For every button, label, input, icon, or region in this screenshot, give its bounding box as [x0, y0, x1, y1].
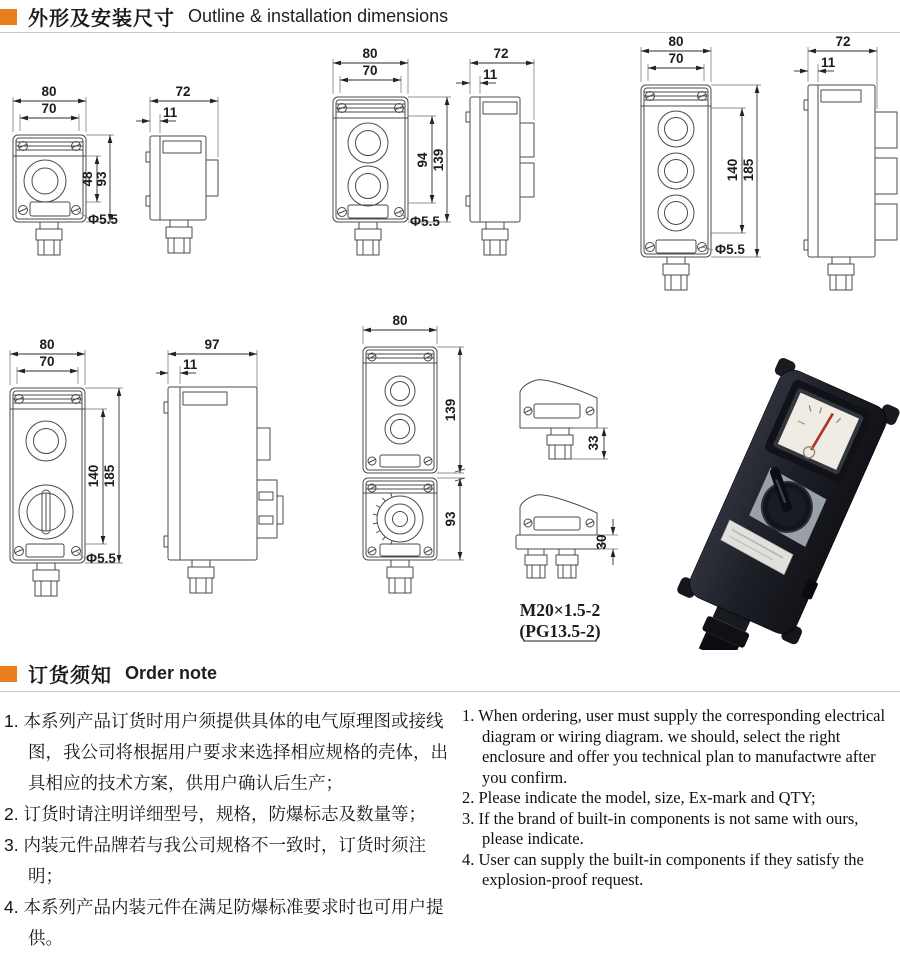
dim-label: 140: [86, 464, 101, 488]
gland-spec-label: [519, 600, 600, 641]
button-hole: [348, 123, 388, 163]
divider: [0, 691, 900, 692]
upper-enclosure: [363, 347, 437, 473]
dim-label: 70: [39, 354, 55, 369]
cable-gland: [36, 222, 62, 255]
dim-label: Φ5.5: [410, 214, 440, 229]
order-notes-en: [450, 706, 896, 954]
drawing-single-button-front: [13, 84, 118, 255]
drawing-button-switch-front: [10, 337, 123, 596]
section-bullet-icon: [0, 666, 17, 682]
drawing-gland-double: [516, 495, 618, 578]
cable-gland: [547, 428, 573, 459]
order-note-zh-2: 2. 订货时请注明详细型号，规格，防爆标志及数量等；: [4, 804, 426, 824]
section-title-zh: 外形及安装尺寸: [28, 8, 175, 30]
divider: [0, 32, 900, 33]
cable-gland: [556, 549, 578, 578]
button-hole: [385, 414, 415, 444]
dim-label: Φ5.5: [88, 212, 118, 227]
section-header-order-note: [0, 659, 217, 688]
cable-gland: [525, 549, 547, 578]
dim-label: 11: [483, 67, 498, 82]
dim-label: 11: [821, 55, 836, 70]
section-header-outline: [0, 2, 448, 31]
drawing-gland-single: [520, 380, 608, 459]
dim-label: 72: [493, 46, 509, 61]
dim-label: 30: [594, 534, 609, 550]
selector-switch: [19, 485, 73, 539]
drawing-double-button-side: [456, 46, 534, 255]
enclosure-body: [804, 85, 897, 257]
button-hole: [385, 376, 415, 406]
order-note-en-1: 1. When ordering, user must supply the corresponding electrical diagram or wiring diagram. we should, select the right enclosure and offer you technical plan to manufactwre after you confirm.: [462, 706, 886, 787]
order-notes: [0, 706, 900, 954]
cable-gland: [663, 257, 689, 290]
order-notes-zh: [0, 706, 450, 954]
dim-label: 94: [415, 152, 430, 168]
section-title-en: Order note: [125, 663, 218, 683]
cable-gland: [33, 563, 59, 596]
dim-label: 48: [80, 171, 95, 187]
dim-label: 80: [668, 34, 684, 49]
dim-label: 139: [443, 398, 458, 422]
enclosure-body: [641, 85, 711, 257]
enclosure-body: [146, 136, 218, 220]
enclosure-body: [333, 97, 408, 222]
enclosure-body: [164, 387, 283, 560]
order-note-en-2: 2. Please indicate the model, size, Ex-mark and QTY;: [462, 788, 816, 807]
button-hole: [658, 111, 694, 147]
order-note-zh-1: 1. 本系列产品订货时用户须提供具体的电气原理图或接线图，我公司将根据用户要求来选择相应规格的壳体，出具相应的技术方案，供用户确认后生产；: [4, 711, 448, 793]
dim-label: 72: [835, 34, 851, 49]
drawing-triple-button-front: [641, 34, 761, 290]
cable-gland: [387, 560, 413, 593]
dim-label: 93: [94, 171, 109, 187]
drawing-triple-button-side: [794, 34, 897, 290]
order-note-zh-3: 3. 内装元件品牌若与我公司规格不一致时，订货时须注明；: [4, 835, 426, 886]
product-photo: [655, 356, 900, 650]
order-note-en-3: 3. If the brand of built-in components is not same with ours, please indicate.: [462, 808, 859, 848]
cable-gland: [355, 222, 381, 255]
dim-label: Φ5.5: [86, 551, 116, 566]
cable-gland: [828, 257, 854, 290]
enclosure-body: [13, 135, 86, 222]
section-bullet-icon: [0, 9, 17, 25]
enclosure-body: [10, 388, 85, 563]
drawing-single-button-side: [136, 84, 218, 253]
rotary-dial: [373, 494, 423, 545]
dim-label: 33: [586, 435, 601, 451]
dim-label: 93: [443, 511, 458, 527]
button-hole: [24, 160, 66, 202]
cable-gland: [482, 222, 508, 255]
dim-label: 11: [183, 357, 198, 372]
button-hole: [26, 421, 66, 461]
drawing-button-switch-side: [156, 337, 283, 593]
lower-enclosure: [363, 478, 437, 560]
dim-label: 80: [39, 337, 55, 352]
section-title-en: Outline & installation dimensions: [188, 6, 449, 26]
dim-label: 80: [362, 46, 378, 61]
dim-label: 140: [725, 158, 740, 182]
dim-label: 72: [175, 84, 191, 99]
button-hole: [658, 153, 694, 189]
dim-label: 97: [204, 337, 220, 352]
section-title-zh: 订货须知: [28, 665, 112, 687]
order-note-zh-4: 4. 本系列产品内装元件在满足防爆标准要求时也可用户提供。: [4, 897, 444, 948]
dim-label: 185: [741, 158, 756, 182]
dim-label: Φ5.5: [715, 242, 745, 257]
dim-label: 70: [41, 101, 57, 116]
dim-label: 185: [102, 464, 117, 488]
drawing-stacked-unit: [363, 313, 465, 593]
dim-label: 80: [41, 84, 57, 99]
button-hole: [348, 166, 388, 206]
switch-shaft: [257, 480, 283, 538]
dim-label: 70: [668, 51, 684, 66]
dim-label: 11: [163, 105, 178, 120]
cable-gland: [188, 560, 214, 593]
order-note-en-4: 4. User can supply the built-in components if they satisfy the explosion-proof request.: [462, 849, 864, 889]
button-hole: [658, 195, 694, 231]
dim-label: 70: [362, 63, 378, 78]
cable-gland: [166, 220, 192, 253]
enclosure-body: [466, 97, 534, 222]
gland-spec-line1: M20×1.5-2: [519, 600, 601, 620]
drawing-double-button-front: [333, 46, 451, 255]
gland-spec-line2: (PG13.5-2): [519, 621, 601, 641]
dim-label: 139: [431, 148, 446, 172]
dim-label: 80: [392, 313, 408, 328]
